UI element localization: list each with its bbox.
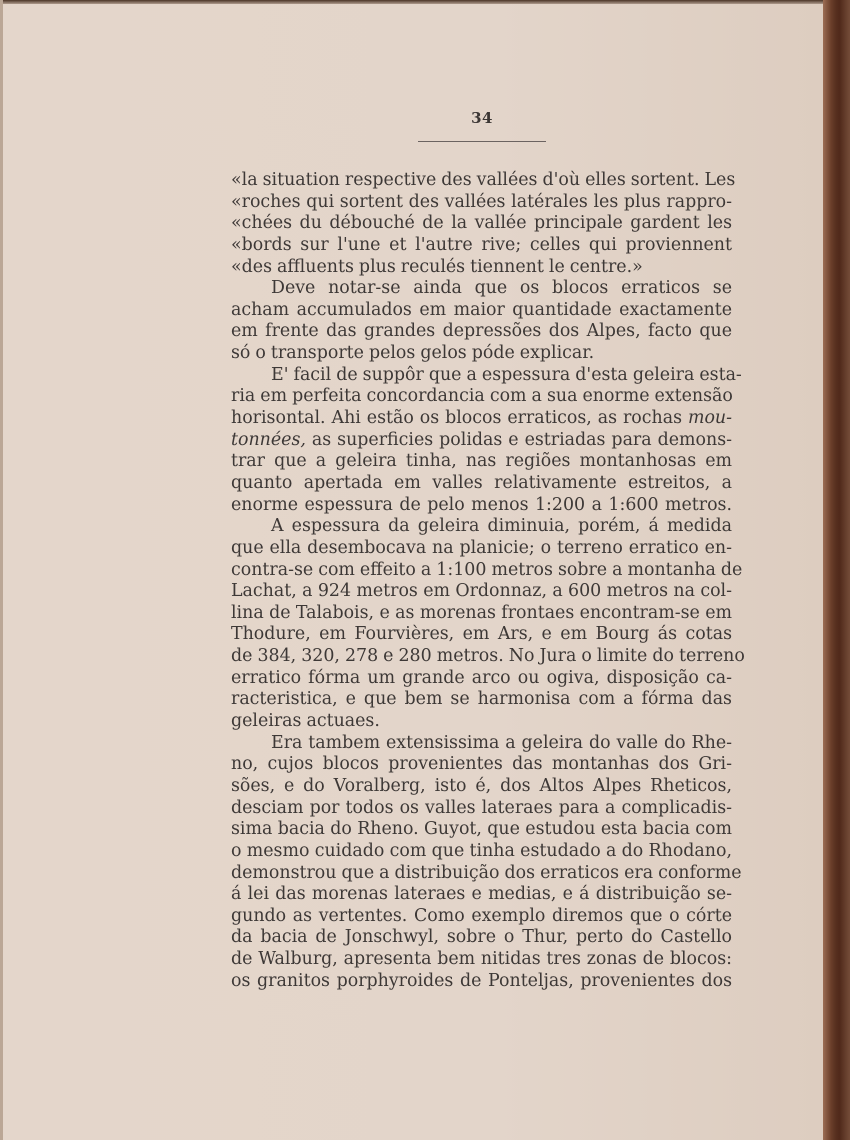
text-line xyxy=(231,430,732,452)
text-line-content: ria em perfeita concordancia com a sua enorme extensão xyxy=(231,386,733,407)
page-number: 34 xyxy=(471,109,493,127)
text-line-content: Deve notar-se ainda que os blocos erraticos se xyxy=(271,278,732,299)
text-line-content: «roches qui sortent des vallées latérales les plus rappro- xyxy=(231,191,732,212)
text-line xyxy=(231,495,732,517)
text-line xyxy=(231,451,732,473)
text-line xyxy=(231,235,732,257)
text-line xyxy=(231,646,745,668)
text-line xyxy=(231,364,742,387)
text-line xyxy=(231,949,732,971)
text-line-content: as superficies polidas e estriadas para demons- xyxy=(305,429,732,450)
text-line xyxy=(231,386,732,408)
text-line xyxy=(231,257,732,279)
text-line-content: «la situation respective des vallées d'où elles sortent. Les xyxy=(231,170,736,190)
right-cover-shadow xyxy=(832,0,850,1140)
text-line xyxy=(231,516,732,538)
text-line xyxy=(231,408,732,430)
text-line xyxy=(231,776,732,798)
text-line-content: A espessura da geleira diminuia, porém, á medida xyxy=(271,516,732,537)
body-text xyxy=(231,170,745,992)
text-line-content: trar que a geleira tinha, nas regiões montanhosas em xyxy=(231,451,732,472)
text-line xyxy=(231,711,732,733)
text-line-content: só o transporte pelos gelos póde explicar. xyxy=(231,343,595,364)
text-line xyxy=(231,798,732,820)
text-line-content: sima bacia do Rheno. Guyot, que estudou esta bacia com xyxy=(231,819,732,840)
text-line xyxy=(231,819,732,841)
text-line xyxy=(231,884,732,906)
text-line-content: contra-se com effeito a 1:100 metros sobre a montanha de xyxy=(231,559,743,580)
text-line-content: Lachat, a 924 metros em Ordonnaz, a 600 metros na col- xyxy=(231,581,732,602)
text-line xyxy=(231,668,732,690)
text-line-content: «des affluents plus reculés tiennent le centre.» xyxy=(231,256,643,277)
italic-term: mou- xyxy=(687,408,732,429)
text-line xyxy=(231,343,732,365)
text-line-content: Era tambem extensissima a geleira do valle do Rhe- xyxy=(271,732,732,753)
text-line-content: erratico fórma um grande arco ou ogiva, disposição ca- xyxy=(231,667,732,688)
text-line-content: á lei das morenas lateraes e medias, e á distribuição se- xyxy=(231,884,732,905)
text-line-content: de Walburg, apresenta bem nitidas tres zonas de blocos: xyxy=(231,949,732,970)
text-line-content: gundo as vertentes. Como exemplo diremos que o córte xyxy=(231,905,732,926)
text-line xyxy=(231,192,732,214)
text-line-content: «bords sur l'une et l'autre rive; celles qui proviennent xyxy=(231,234,732,255)
text-line xyxy=(231,170,736,192)
text-line xyxy=(231,624,732,646)
text-line xyxy=(231,213,732,235)
text-line xyxy=(231,603,732,625)
text-line-content: E' facil de suppôr que a espessura d'esta geleira esta- xyxy=(271,364,742,385)
text-line xyxy=(231,278,732,300)
text-line xyxy=(231,906,732,928)
text-line-content: acham accumulados em maior quantidade exactamente xyxy=(231,299,732,320)
text-line xyxy=(231,321,732,343)
text-line xyxy=(231,862,742,885)
text-line xyxy=(231,473,732,495)
text-line xyxy=(231,927,732,949)
text-line xyxy=(231,581,732,603)
text-line-content: geleiras actuaes. xyxy=(231,711,380,732)
text-line-content: lina de Talabois, e as morenas frontaes encontram-se em xyxy=(231,602,732,623)
text-line-content: desciam por todos os valles lateraes para a complicadis- xyxy=(231,797,732,818)
text-line-content: da bacia de Jonschwyl, sobre o Thur, perto do Castello xyxy=(231,927,732,948)
text-line-content: os granitos porphyroides de Ponteljas, provenientes dos xyxy=(231,970,732,991)
header-rule xyxy=(418,141,546,142)
text-line-content: quanto apertada em valles relativamente estreitos, a xyxy=(231,472,732,493)
text-line-content: em frente das grandes depressões dos Alpes, facto que xyxy=(231,321,732,342)
text-line xyxy=(231,971,732,993)
text-line xyxy=(231,538,732,560)
text-line-content: horisontal. Ahi estão os blocos erraticos, as rochas xyxy=(231,408,688,429)
text-line-content: no, cujos blocos provenientes das montanhas dos Gri- xyxy=(231,754,732,775)
text-line xyxy=(231,733,732,755)
text-line-content: sões, e do Voralberg, isto é, dos Altos Alpes Rheticos, xyxy=(231,775,732,796)
text-line-content: Thodure, em Fourvières, em Ars, e em Bourg ás cotas xyxy=(231,624,732,645)
text-line xyxy=(231,300,732,322)
text-line xyxy=(231,841,732,863)
text-line-content: «chées du débouché de la vallée principale gardent les xyxy=(231,213,732,234)
text-line-content: o mesmo cuidado com que tinha estudado a do Rhodano, xyxy=(231,840,732,861)
text-line-content: enorme espessura de pelo menos 1:200 a 1:600 metros. xyxy=(231,494,732,515)
text-line xyxy=(231,754,732,776)
text-line-content: racteristica, e que bem se harmonisa com a fórma das xyxy=(231,689,732,710)
italic-term: tonnées, xyxy=(231,429,306,450)
text-line-content: demonstrou que a distribuição dos erraticos era conforme xyxy=(231,862,742,883)
text-line-content: que ella desembocava na planicie; o terreno erratico en- xyxy=(231,537,732,558)
text-line xyxy=(231,559,743,582)
text-line xyxy=(231,689,732,711)
text-line-content: de 384, 320, 278 e 280 metros. No Jura o limite do terreno xyxy=(231,646,745,667)
